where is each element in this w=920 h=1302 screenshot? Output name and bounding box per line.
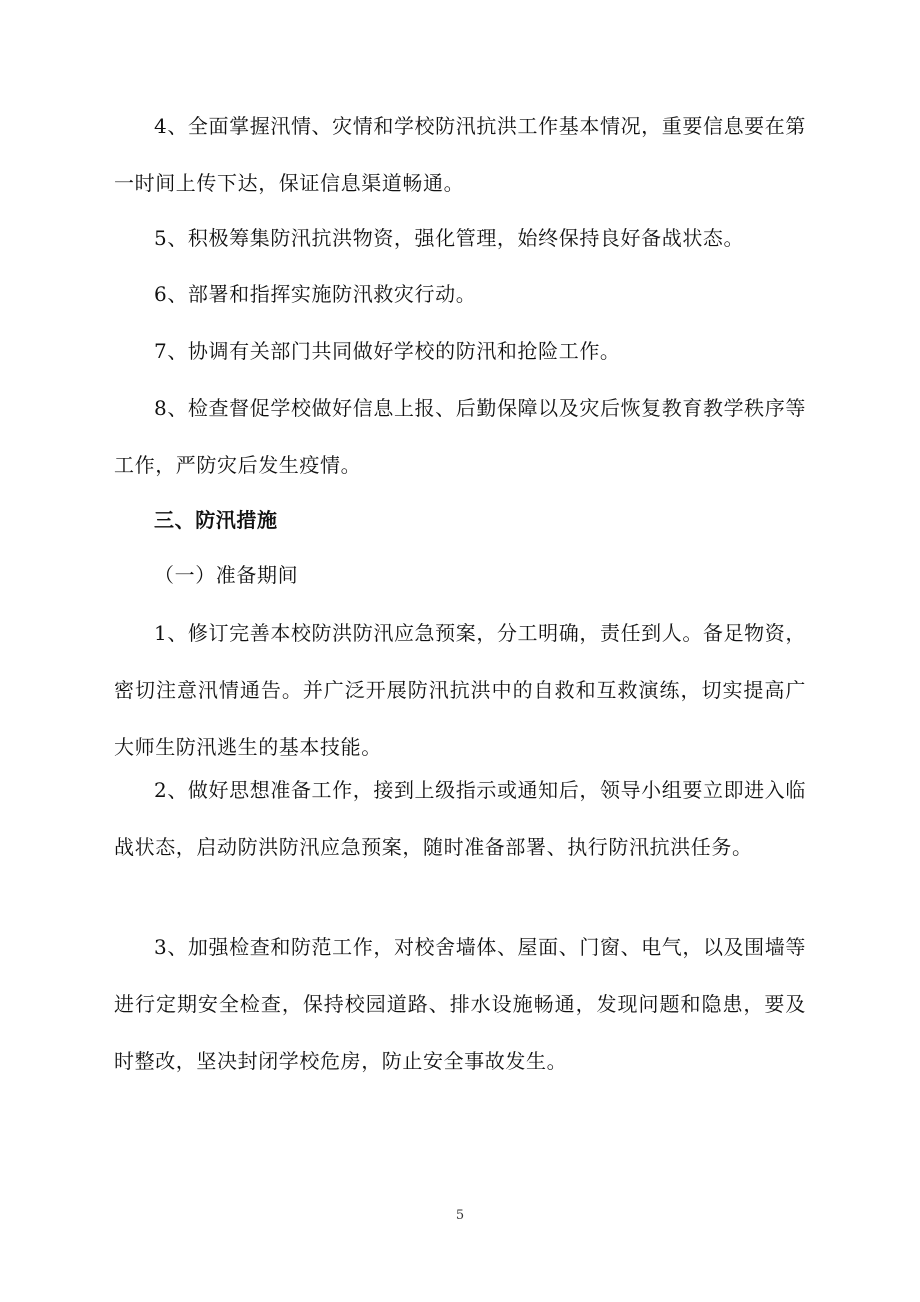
measure-item-2: 2、做好思想准备工作，接到上级指示或通知后，领导小组要立即进入临战状态，启动防洪防汛应急预案，随时准备部署、执行防汛抗洪任务。 [114,778,806,859]
paragraph-item-5: 5、积极筹集防汛抗洪物资，强化管理，始终保持良好备战状态。 [154,226,745,250]
measure-item-1: 1、修订完善本校防洪防汛应急预案，分工明确，责任到人。备足物资，密切注意汛情通告。并广泛开展防汛抗洪中的自救和互救演练，切实提高广大师生防汛逃生的基本技能。 [114,621,806,759]
subsection-heading: （一）准备期间 [154,563,299,587]
paragraph-item-6: 6、部署和指挥实施防汛救灾行动。 [154,282,477,306]
paragraph-item-7: 7、协调有关部门共同做好学校的防汛和抢险工作。 [154,339,621,363]
section-heading: 三、防汛措施 [154,508,278,532]
measure-item-3: 3、加强检查和防范工作，对校舍墙体、屋面、门窗、电气，以及围墙等进行定期安全检查，保持校园道路、排水设施畅通，发现问题和隐患，要及时整改，坚决封闭学校危房，防止安全事故发生。 [114,935,806,1073]
page-number: 5 [455,1208,465,1223]
paragraph-item-4: 4、全面掌握汛情、灾情和学校防汛抗洪工作基本情况，重要信息要在第一时间上传下达，保证信息渠道畅通。 [114,114,806,195]
paragraph-item-8: 8、检查督促学校做好信息上报、后勤保障以及灾后恢复教育教学秩序等工作，严防灾后发生疫情。 [114,396,806,477]
